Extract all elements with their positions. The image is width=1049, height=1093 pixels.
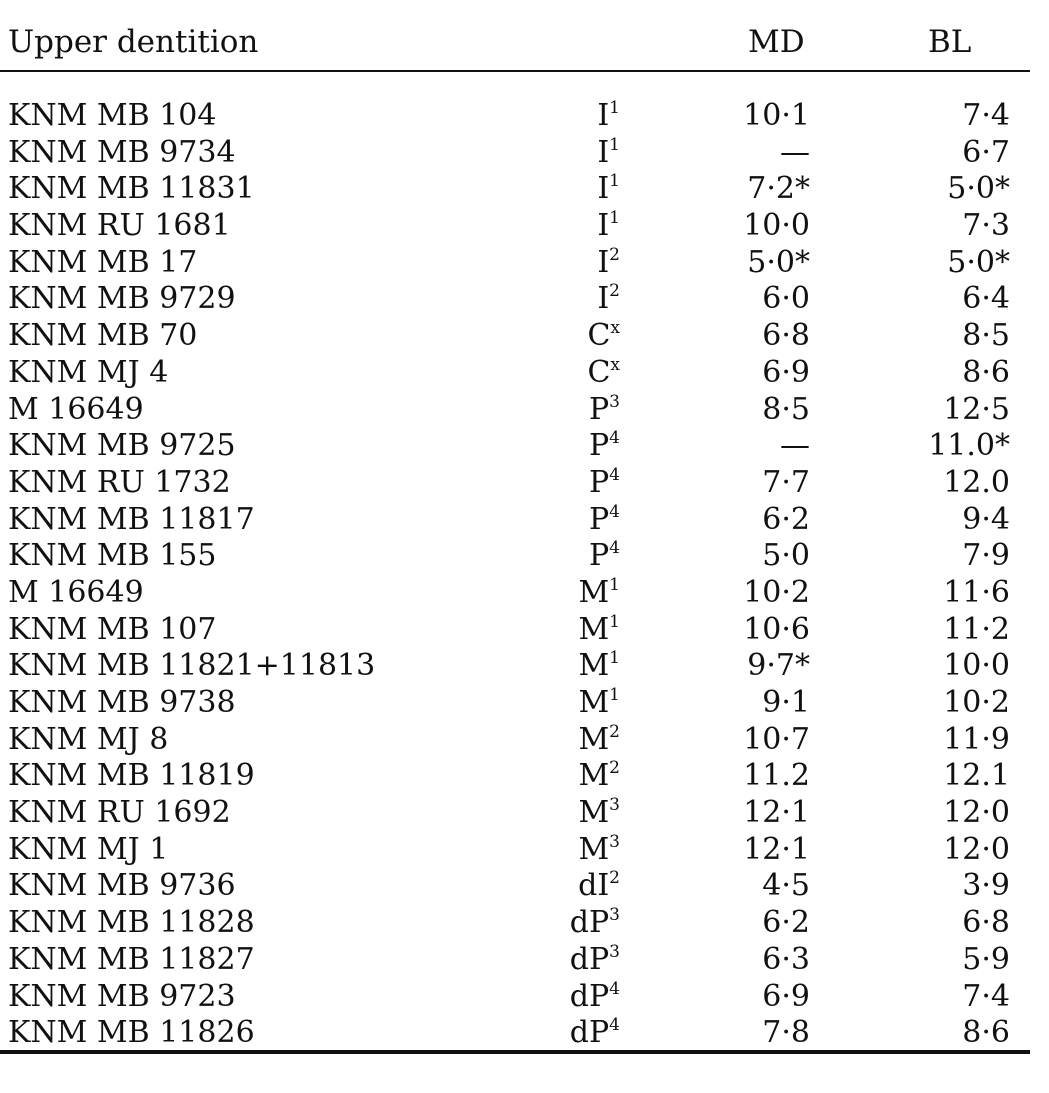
tooth-type: M	[578, 758, 610, 794]
tooth-type: M	[578, 685, 610, 720]
tooth-position: 2	[609, 281, 620, 302]
tooth-type: I	[597, 134, 610, 170]
specimen-cell: KNM MB 107	[8, 611, 217, 647]
tooth-type: M	[578, 795, 610, 831]
tooth-position: 1	[609, 685, 620, 705]
bl-value: 11·2	[943, 611, 1010, 647]
bl-value: 6·8	[962, 905, 1010, 941]
table-row	[0, 575, 1049, 612]
specimen-cell: KNM MB 11819	[8, 758, 255, 794]
tooth-position: 3	[609, 391, 620, 412]
tooth-position: 3	[609, 941, 620, 962]
specimen-cell: KNM MJ 4	[8, 354, 169, 390]
md-value: 7·2*	[747, 171, 810, 207]
md-value: 10·6	[743, 611, 810, 647]
tooth-type: I	[597, 171, 610, 207]
table-row	[0, 758, 1049, 795]
md-value: 5·0*	[747, 244, 810, 280]
tooth-cell	[540, 208, 620, 244]
specimen-cell: KNM MB 11828	[8, 905, 255, 941]
md-value: 10·0	[743, 208, 810, 244]
table-row	[0, 1015, 1049, 1052]
tooth-type: P	[588, 464, 610, 500]
tooth-type: C	[587, 318, 611, 354]
table-row	[0, 832, 1049, 869]
tooth-type: dI	[578, 868, 610, 904]
table-row	[0, 942, 1049, 979]
table-row	[0, 245, 1049, 282]
bl-value: 11.0*	[928, 428, 1010, 464]
specimen-cell: KNM MB 9736	[8, 868, 236, 904]
md-value: 6·2	[762, 501, 810, 537]
tooth-position: 4	[609, 464, 620, 485]
tooth-position: 2	[609, 721, 620, 742]
table-row	[0, 502, 1049, 539]
bl-value: 7·4	[962, 978, 1010, 1014]
bl-value: 7·3	[962, 208, 1010, 244]
tooth-cell	[540, 318, 620, 354]
tooth-cell	[540, 135, 620, 171]
table-row	[0, 868, 1049, 905]
header-bl: BL	[928, 24, 972, 60]
tooth-position: 4	[609, 978, 620, 999]
tooth-position: 1	[609, 208, 620, 229]
md-value: —	[780, 134, 810, 170]
table-row	[0, 171, 1049, 208]
table-row	[0, 722, 1049, 759]
bl-value: 11·9	[943, 721, 1010, 757]
tooth-position: x	[610, 354, 620, 375]
md-value: 6·0	[762, 281, 810, 317]
tooth-position: 2	[609, 758, 620, 779]
table-row	[0, 281, 1049, 318]
md-value: 6·9	[762, 354, 810, 390]
specimen-cell: KNM MB 9729	[8, 281, 236, 317]
tooth-cell	[540, 612, 620, 648]
tooth-type: dP	[569, 978, 610, 1014]
bl-value: 8·5	[962, 318, 1010, 354]
specimen-cell: KNM MJ 8	[8, 721, 169, 757]
specimen-cell: KNM MB 9738	[8, 685, 236, 720]
md-value: 10·1	[743, 98, 810, 133]
tooth-type: M	[578, 721, 610, 757]
tooth-type: I	[597, 281, 610, 317]
md-value: —	[780, 428, 810, 464]
tooth-position: 1	[609, 648, 620, 669]
md-value: 7·7	[762, 464, 810, 500]
table-row	[0, 905, 1049, 942]
tooth-type: P	[588, 501, 610, 537]
tooth-cell	[540, 355, 620, 391]
bl-value: 12·0	[943, 831, 1010, 867]
bl-value: 7·9	[962, 538, 1010, 574]
md-value: 11.2	[743, 758, 810, 794]
tooth-cell	[540, 648, 620, 684]
tooth-type: dP	[569, 905, 610, 941]
tooth-position: 1	[609, 574, 620, 595]
specimen-cell: KNM MB 9723	[8, 978, 236, 1014]
specimen-cell: KNM MB 11817	[8, 501, 255, 537]
specimen-cell: KNM RU 1732	[8, 464, 231, 500]
md-value: 7·8	[762, 1015, 810, 1051]
tooth-cell	[540, 171, 620, 207]
bl-value: 3·9	[962, 868, 1010, 904]
tooth-position: 1	[609, 98, 620, 118]
tooth-cell	[540, 502, 620, 538]
table-row	[0, 318, 1049, 355]
bl-value: 5·0*	[947, 171, 1010, 207]
tooth-position: 4	[609, 428, 620, 449]
table-row	[0, 465, 1049, 502]
tooth-type: P	[588, 538, 610, 574]
tooth-type: P	[588, 391, 610, 427]
tooth-type: M	[578, 611, 610, 647]
tooth-position: 1	[609, 611, 620, 632]
specimen-cell: KNM MB 104	[8, 98, 217, 133]
table-row	[0, 795, 1049, 832]
md-value: 12·1	[743, 831, 810, 867]
md-value: 6·2	[762, 905, 810, 941]
tooth-type: P	[588, 428, 610, 464]
header-upper-dentition: Upper dentition	[8, 24, 259, 60]
tooth-cell	[540, 868, 620, 904]
bl-value: 5·0*	[947, 244, 1010, 280]
tooth-cell	[540, 722, 620, 758]
table-body	[0, 98, 1049, 1052]
tooth-cell	[540, 392, 620, 428]
specimen-cell: KNM MB 155	[8, 538, 217, 574]
tooth-cell	[540, 428, 620, 464]
table-row	[0, 685, 1049, 722]
specimen-cell: KNM MJ 1	[8, 831, 169, 867]
tooth-position: 2	[609, 868, 620, 889]
tooth-type: I	[597, 98, 610, 133]
md-value: 4·5	[762, 868, 810, 904]
bl-value: 12.1	[943, 758, 1010, 794]
bl-value: 12·5	[943, 391, 1010, 427]
md-value: 6·9	[762, 978, 810, 1014]
md-value: 12·1	[743, 795, 810, 831]
bl-value: 8·6	[962, 354, 1010, 390]
table-row	[0, 98, 1049, 135]
table-row	[0, 648, 1049, 685]
specimen-cell: KNM MB 11831	[8, 171, 255, 207]
tooth-cell	[540, 685, 620, 721]
tooth-cell	[540, 1015, 620, 1051]
tooth-cell	[540, 538, 620, 574]
bl-value: 6·7	[962, 134, 1010, 170]
tooth-position: 1	[609, 171, 620, 192]
tooth-type: dP	[569, 941, 610, 977]
tooth-type: C	[587, 354, 611, 390]
specimen-cell: KNM MB 11821+11813	[8, 648, 376, 684]
tooth-cell	[540, 979, 620, 1015]
tooth-type: M	[578, 831, 610, 867]
tooth-position: 3	[609, 795, 620, 816]
table-row	[0, 208, 1049, 245]
tooth-type: I	[597, 208, 610, 244]
md-value: 9·1	[762, 685, 810, 720]
tooth-cell	[540, 575, 620, 611]
specimen-cell: KNM MB 9734	[8, 134, 236, 170]
tooth-position: 3	[609, 905, 620, 926]
tooth-position: 4	[609, 501, 620, 522]
md-value: 6·8	[762, 318, 810, 354]
header-md: MD	[748, 24, 805, 60]
tooth-type: M	[578, 648, 610, 684]
header-rule	[0, 70, 1030, 72]
bl-value: 11·6	[943, 574, 1010, 610]
specimen-cell: KNM MB 9725	[8, 428, 236, 464]
tooth-position: x	[610, 318, 620, 339]
md-value: 10·2	[743, 574, 810, 610]
md-value: 6·3	[762, 941, 810, 977]
bl-value: 12.0	[943, 464, 1010, 500]
bl-value: 9·4	[962, 501, 1010, 537]
specimen-cell: KNM RU 1692	[8, 795, 231, 831]
tooth-cell	[540, 832, 620, 868]
table-row	[0, 392, 1049, 429]
tooth-cell	[540, 758, 620, 794]
tooth-type: dP	[569, 1015, 610, 1051]
bl-value: 12·0	[943, 795, 1010, 831]
tooth-position: 4	[609, 1015, 620, 1036]
tooth-position: 3	[609, 831, 620, 852]
tooth-type: I	[597, 244, 610, 280]
specimen-cell: KNM MB 17	[8, 244, 198, 280]
md-value: 10·7	[743, 721, 810, 757]
tooth-cell	[540, 281, 620, 317]
table-row	[0, 355, 1049, 392]
tooth-position: 4	[609, 538, 620, 559]
table-row	[0, 135, 1049, 172]
md-value: 5·0	[762, 538, 810, 574]
bl-value: 10·0	[943, 648, 1010, 684]
specimen-cell: KNM RU 1681	[8, 208, 231, 244]
tooth-cell	[540, 465, 620, 501]
tooth-cell	[540, 942, 620, 978]
bl-value: 10·2	[943, 685, 1010, 720]
bottom-rule	[0, 1050, 1030, 1054]
tooth-cell	[540, 795, 620, 831]
specimen-cell: KNM MB 11827	[8, 941, 255, 977]
table-row	[0, 428, 1049, 465]
bl-value: 5·9	[962, 941, 1010, 977]
tooth-cell	[540, 905, 620, 941]
table-header	[0, 0, 1049, 72]
specimen-cell: M 16649	[8, 391, 144, 427]
table-row	[0, 612, 1049, 649]
tooth-type: M	[578, 574, 610, 610]
table-row	[0, 979, 1049, 1016]
bl-value: 6·4	[962, 281, 1010, 317]
specimen-cell: M 16649	[8, 574, 144, 610]
table-row	[0, 538, 1049, 575]
tooth-position: 1	[609, 134, 620, 155]
bl-value: 8·6	[962, 1015, 1010, 1051]
tooth-cell	[540, 98, 620, 134]
md-value: 9·7*	[747, 648, 810, 684]
specimen-cell: KNM MB 70	[8, 318, 198, 354]
tooth-cell	[540, 245, 620, 281]
specimen-cell: KNM MB 11826	[8, 1015, 255, 1051]
bl-value: 7·4	[962, 98, 1010, 133]
md-value: 8·5	[762, 391, 810, 427]
tooth-position: 2	[609, 244, 620, 265]
